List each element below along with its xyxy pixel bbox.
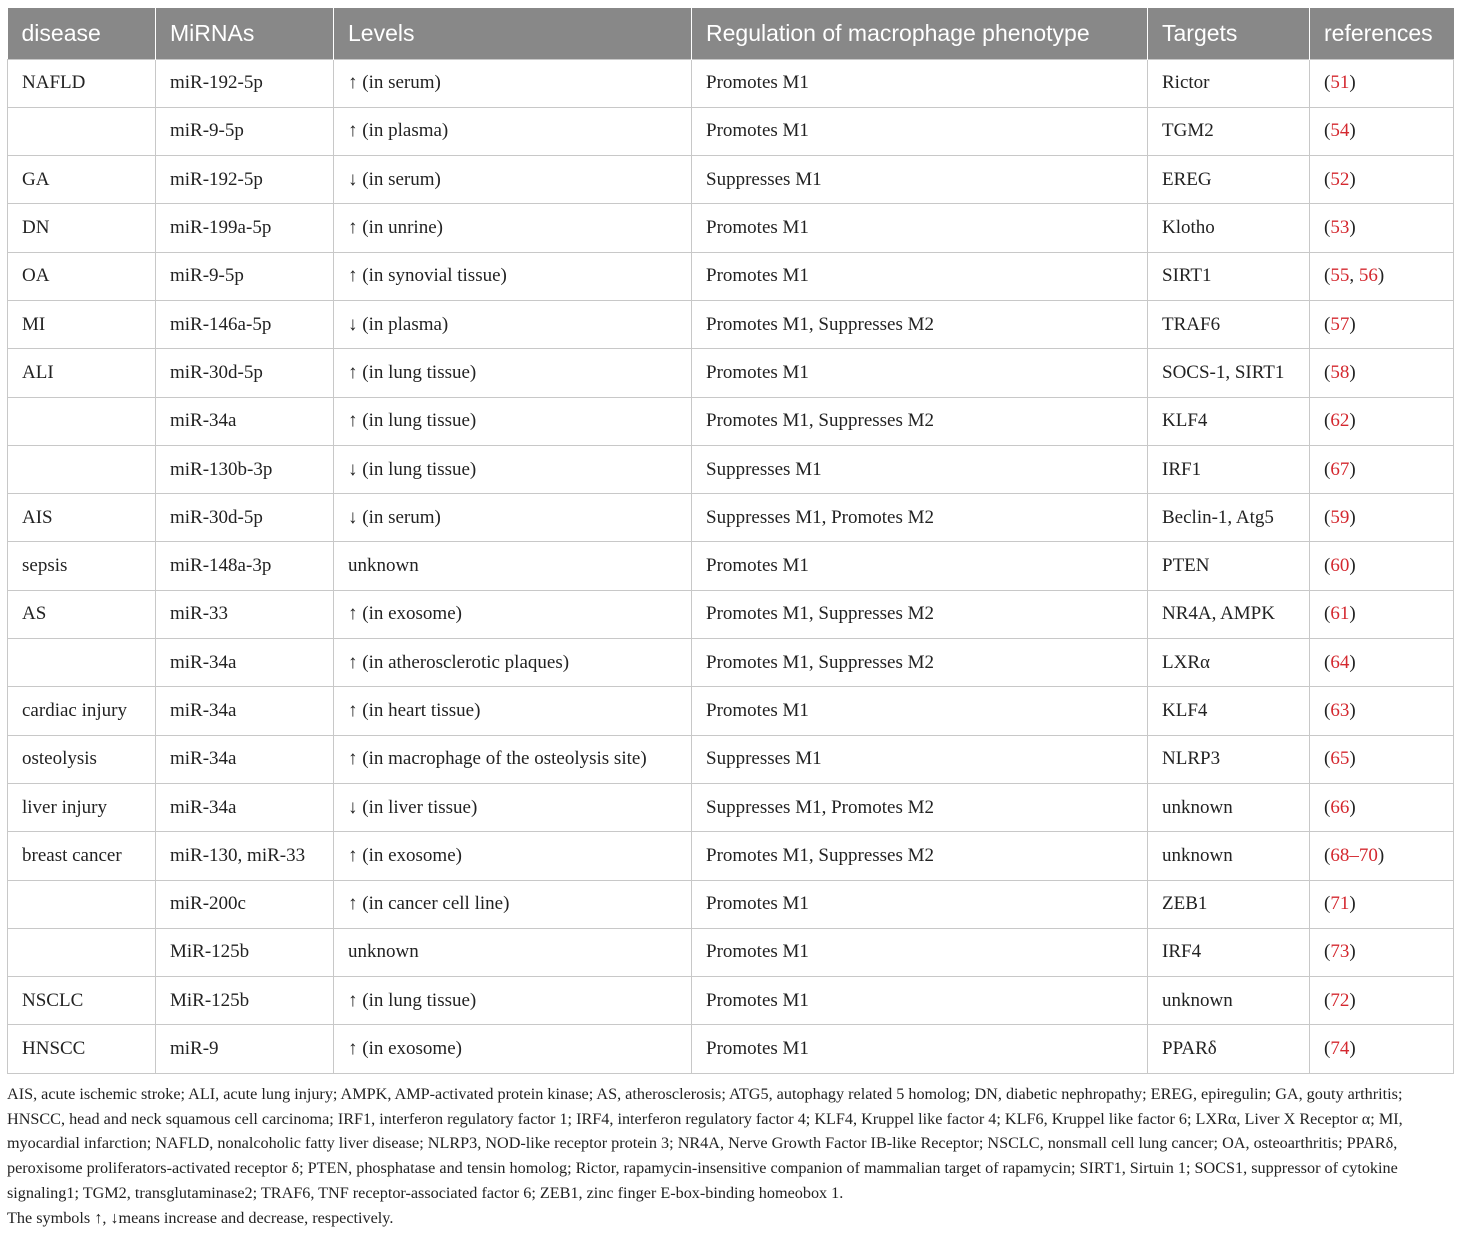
table-row — [8, 880, 1454, 928]
cell-references: (52) — [1310, 156, 1454, 204]
cell-disease — [8, 445, 156, 493]
cell-mirna: miR-199a-5p — [156, 204, 334, 252]
cell-targets: EREG — [1148, 156, 1310, 204]
reference-link[interactable]: 60 — [1330, 555, 1350, 577]
reference-link[interactable]: 63 — [1330, 700, 1350, 721]
cell-regulation: Promotes M1, Suppresses M2 — [692, 590, 1148, 638]
cell-regulation: Promotes M1 — [692, 349, 1148, 397]
cell-disease — [8, 107, 156, 155]
cell-level: ↑ (in serum) — [334, 59, 692, 107]
cell-level: ↑ (in exosome) — [334, 590, 692, 638]
cell-level: ↑ (in cancer cell line) — [334, 880, 692, 928]
cell-level: ↑ (in unrine) — [334, 204, 692, 252]
cell-regulation: Promotes M1, Suppresses M2 — [692, 300, 1148, 348]
cell-regulation: Promotes M1 — [692, 204, 1148, 252]
table-row — [8, 832, 1454, 880]
cell-targets: IRF1 — [1148, 445, 1310, 493]
cell-disease: ALI — [8, 349, 156, 397]
table-row — [8, 590, 1454, 638]
cell-targets: unknown — [1148, 783, 1310, 831]
cell-level: ↑ (in lung tissue) — [334, 349, 692, 397]
cell-targets: ZEB1 — [1148, 880, 1310, 928]
table-row — [8, 687, 1454, 735]
cell-disease: DN — [8, 204, 156, 252]
reference-link[interactable]: 74 — [1330, 1038, 1350, 1060]
cell-level: ↑ (in macrophage of the osteolysis site) — [334, 735, 692, 783]
header-disease: disease — [8, 8, 156, 59]
cell-disease: cardiac injury — [8, 687, 156, 735]
cell-mirna: miR-9-5p — [156, 252, 334, 300]
cell-references: (73) — [1310, 928, 1454, 976]
cell-references: (58) — [1310, 349, 1454, 397]
mirna-table — [7, 8, 1454, 1074]
cell-mirna: MiR-125b — [156, 977, 334, 1025]
cell-level: ↑ (in lung tissue) — [334, 977, 692, 1025]
cell-mirna: MiR-125b — [156, 928, 334, 976]
cell-references: (71) — [1310, 880, 1454, 928]
table-row — [8, 735, 1454, 783]
reference-link[interactable]: 57 — [1330, 313, 1350, 335]
cell-disease: sepsis — [8, 542, 156, 590]
cell-targets: TRAF6 — [1148, 300, 1310, 348]
cell-disease: liver injury — [8, 783, 156, 831]
cell-regulation: Suppresses M1, Promotes M2 — [692, 494, 1148, 542]
cell-mirna: miR-34a — [156, 687, 334, 735]
cell-references: (60) — [1310, 542, 1454, 590]
cell-level: ↓ (in liver tissue) — [334, 783, 692, 831]
cell-mirna: miR-130, miR-33 — [156, 832, 334, 880]
cell-targets: Klotho — [1148, 204, 1310, 252]
table-row — [8, 59, 1454, 107]
cell-level: ↑ (in synovial tissue) — [334, 252, 692, 300]
cell-references: (67) — [1310, 445, 1454, 493]
cell-level: ↑ (in plasma) — [334, 107, 692, 155]
cell-targets: Rictor — [1148, 59, 1310, 107]
cell-mirna: miR-34a — [156, 783, 334, 831]
cell-targets: SOCS-1, SIRT1 — [1148, 349, 1310, 397]
cell-references: (74) — [1310, 1025, 1454, 1073]
cell-regulation: Promotes M1 — [692, 928, 1148, 976]
cell-regulation: Promotes M1, Suppresses M2 — [692, 832, 1148, 880]
cell-disease: GA — [8, 156, 156, 204]
cell-references: (68–70) — [1310, 832, 1454, 880]
cell-targets: SIRT1 — [1148, 252, 1310, 300]
table-row — [8, 204, 1454, 252]
cell-targets: PTEN — [1148, 542, 1310, 590]
cell-references: (59) — [1310, 494, 1454, 542]
table-row — [8, 1025, 1454, 1073]
cell-targets: LXRα — [1148, 639, 1310, 687]
cell-disease: NAFLD — [8, 59, 156, 107]
reference-link[interactable]: 52 — [1330, 168, 1350, 190]
table-row — [8, 300, 1454, 348]
reference-link[interactable]: 73 — [1330, 941, 1350, 963]
table-row — [8, 639, 1454, 687]
table-row — [8, 156, 1454, 204]
reference-link[interactable]: 61 — [1330, 603, 1350, 625]
cell-level: ↓ (in lung tissue) — [334, 445, 692, 493]
cell-regulation: Promotes M1 — [692, 687, 1148, 735]
cell-targets: TGM2 — [1148, 107, 1310, 155]
reference-link[interactable]: 58 — [1330, 361, 1350, 383]
table-row — [8, 928, 1454, 976]
cell-regulation: Promotes M1, Suppresses M2 — [692, 397, 1148, 445]
cell-mirna: miR-192-5p — [156, 156, 334, 204]
table-footnote — [7, 1082, 1453, 1230]
cell-disease: OA — [8, 252, 156, 300]
cell-mirna: miR-9 — [156, 1025, 334, 1073]
cell-disease: osteolysis — [8, 735, 156, 783]
cell-targets: unknown — [1148, 977, 1310, 1025]
cell-regulation: Suppresses M1 — [692, 735, 1148, 783]
cell-mirna: miR-30d-5p — [156, 494, 334, 542]
table-row — [8, 397, 1454, 445]
reference-link[interactable]: 54 — [1330, 120, 1350, 142]
reference-link[interactable]: 55 — [1330, 265, 1350, 287]
header-row — [8, 8, 1454, 59]
cell-targets: IRF4 — [1148, 928, 1310, 976]
cell-targets: unknown — [1148, 832, 1310, 880]
reference-link[interactable]: 56 — [1358, 265, 1378, 287]
table-row — [8, 445, 1454, 493]
cell-references: (55, 56) — [1310, 252, 1454, 300]
reference-link[interactable]: 65 — [1330, 748, 1350, 770]
cell-regulation: Promotes M1 — [692, 542, 1148, 590]
cell-references: (54) — [1310, 107, 1454, 155]
cell-level: ↓ (in plasma) — [334, 300, 692, 348]
cell-regulation: Promotes M1 — [692, 252, 1148, 300]
cell-references: (53) — [1310, 204, 1454, 252]
cell-references: (66) — [1310, 783, 1454, 831]
table-row — [8, 783, 1454, 831]
cell-mirna: miR-9-5p — [156, 107, 334, 155]
cell-disease: AIS — [8, 494, 156, 542]
reference-link[interactable]: 62 — [1330, 410, 1350, 432]
cell-targets: Beclin-1, Atg5 — [1148, 494, 1310, 542]
header-levels: Levels — [334, 8, 692, 59]
cell-references: (64) — [1310, 639, 1454, 687]
header-mirnas: MiRNAs — [156, 8, 334, 59]
cell-mirna: miR-130b-3p — [156, 445, 334, 493]
table-row — [8, 252, 1454, 300]
cell-disease — [8, 397, 156, 445]
cell-regulation: Promotes M1 — [692, 977, 1148, 1025]
cell-regulation: Suppresses M1 — [692, 445, 1148, 493]
table-container — [7, 8, 1453, 1074]
cell-regulation: Suppresses M1 — [692, 156, 1148, 204]
table-row — [8, 977, 1454, 1025]
cell-level: unknown — [334, 542, 692, 590]
cell-regulation: Promotes M1 — [692, 59, 1148, 107]
cell-mirna: miR-34a — [156, 735, 334, 783]
cell-level: ↑ (in exosome) — [334, 1025, 692, 1073]
header-references: references — [1310, 8, 1454, 59]
table-row — [8, 494, 1454, 542]
abbreviations-note: AIS, acute ischemic stroke; ALI, acute lung injury; AMPK, AMP-activated protein kinase; AS, atherosclerosis; ATG5, autophagy related 5 homolog; DN, diabetic nephropathy; EREG, epiregulin; GA, gouty arthritis; HNSCC, head and neck squamous cell carcinoma; IRF1, interferon regulatory factor 1; IRF4, interferon regulatory factor 4; KLF4, Kruppel like factor 4; KLF6, Kruppel like factor 6; LXRα, Liver X Receptor α; MI, myocardial infarction; NAFLD, nonalcoholic fatty liver disease; NLRP3, NOD-like receptor protein 3; NR4A, Nerve Growth Factor IB-like Receptor; NSCLC, nonsmall cell lung cancer; OA, osteoarthritis; PPARδ, peroxisome proliferators-activated receptor δ; PTEN, phosphatase and tensin homolog; Rictor, rapamycin-insensitive companion of mammalian target of rapamycin; SIRT1, Sirtuin 1; SOCS1, suppressor of cytokine signaling1; TGM2, transglutaminase2; TRAF6, TNF receptor-associated factor 6; ZEB1, zinc finger E-box-binding homeobox 1. — [7, 1085, 1403, 1202]
cell-disease: HNSCC — [8, 1025, 156, 1073]
cell-targets: KLF4 — [1148, 397, 1310, 445]
header-regulation: Regulation of macrophage phenotype — [692, 8, 1148, 59]
cell-level: ↑ (in exosome) — [334, 832, 692, 880]
cell-targets: NLRP3 — [1148, 735, 1310, 783]
table-row — [8, 107, 1454, 155]
reference-link[interactable]: 71 — [1330, 893, 1350, 915]
reference-link[interactable]: 53 — [1330, 217, 1350, 239]
cell-references: (57) — [1310, 300, 1454, 348]
cell-level: unknown — [334, 928, 692, 976]
table-body — [8, 59, 1454, 1073]
cell-mirna: miR-34a — [156, 639, 334, 687]
table-row — [8, 542, 1454, 590]
cell-regulation: Suppresses M1, Promotes M2 — [692, 783, 1148, 831]
cell-references: (51) — [1310, 59, 1454, 107]
reference-link[interactable]: 64 — [1330, 651, 1350, 673]
cell-level: ↓ (in serum) — [334, 156, 692, 204]
cell-disease — [8, 928, 156, 976]
cell-disease — [8, 639, 156, 687]
cell-level: ↓ (in serum) — [334, 494, 692, 542]
cell-mirna: miR-30d-5p — [156, 349, 334, 397]
cell-mirna: miR-34a — [156, 397, 334, 445]
cell-disease — [8, 880, 156, 928]
cell-references: (62) — [1310, 397, 1454, 445]
cell-disease: AS — [8, 590, 156, 638]
cell-targets: NR4A, AMPK — [1148, 590, 1310, 638]
reference-link[interactable]: 66 — [1330, 796, 1350, 818]
cell-regulation: Promotes M1 — [692, 107, 1148, 155]
reference-link[interactable]: 72 — [1330, 989, 1350, 1011]
cell-level: ↑ (in atherosclerotic plaques) — [334, 639, 692, 687]
cell-references: (72) — [1310, 977, 1454, 1025]
reference-link[interactable]: 67 — [1330, 458, 1350, 480]
cell-regulation: Promotes M1, Suppresses M2 — [692, 639, 1148, 687]
cell-level: ↑ (in heart tissue) — [334, 687, 692, 735]
header-targets: Targets — [1148, 8, 1310, 59]
cell-mirna: miR-200c — [156, 880, 334, 928]
cell-references: (63) — [1310, 687, 1454, 735]
reference-link[interactable]: 51 — [1330, 72, 1350, 94]
cell-disease: MI — [8, 300, 156, 348]
symbols-note: The symbols ↑, ↓means increase and decrease, respectively. — [7, 1208, 394, 1227]
cell-mirna: miR-192-5p — [156, 59, 334, 107]
reference-link[interactable]: 59 — [1330, 506, 1350, 528]
cell-level: ↑ (in lung tissue) — [334, 397, 692, 445]
cell-mirna: miR-146a-5p — [156, 300, 334, 348]
table-row — [8, 349, 1454, 397]
reference-link[interactable]: 68–70 — [1330, 844, 1378, 866]
cell-targets: PPARδ — [1148, 1025, 1310, 1073]
cell-regulation: Promotes M1 — [692, 1025, 1148, 1073]
cell-mirna: miR-148a-3p — [156, 542, 334, 590]
cell-disease: NSCLC — [8, 977, 156, 1025]
cell-references: (61) — [1310, 590, 1454, 638]
cell-references: (65) — [1310, 735, 1454, 783]
cell-disease: breast cancer — [8, 832, 156, 880]
cell-targets: KLF4 — [1148, 687, 1310, 735]
cell-regulation: Promotes M1 — [692, 880, 1148, 928]
cell-mirna: miR-33 — [156, 590, 334, 638]
